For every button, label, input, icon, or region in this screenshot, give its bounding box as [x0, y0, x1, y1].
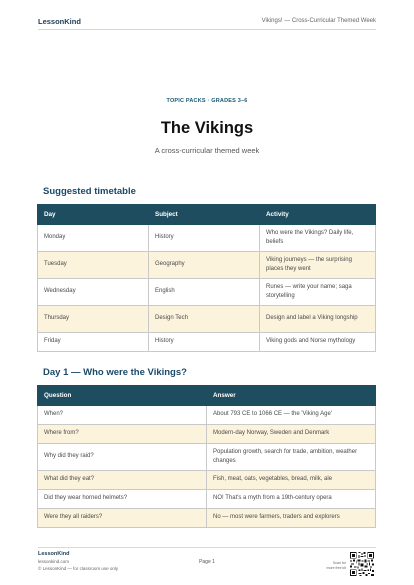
footer-copyright: © LessonKind — for classroom use only: [38, 566, 119, 571]
table-cell: Design and label a Viking longship: [260, 306, 376, 333]
table-cell: Tuesday: [38, 252, 149, 279]
column-header: Day: [38, 205, 149, 225]
table-row: [38, 333, 376, 352]
page-number: Page 1: [199, 559, 215, 565]
table-cell: Where from?: [38, 425, 207, 444]
table-row: [38, 279, 376, 306]
header-brand: LessonKind: [38, 16, 81, 26]
footer-brand: LessonKind: [38, 551, 70, 557]
table-cell: Viking journeys — the surprising places they went: [260, 252, 376, 279]
column-header: Activity: [260, 205, 376, 225]
page-header: [38, 14, 376, 28]
table-cell: Fish, meat, oats, vegetables, bread, milk, ale: [207, 471, 376, 490]
header-divider: [38, 29, 376, 30]
table-cell: Geography: [149, 252, 260, 279]
table-row: [38, 406, 376, 425]
table-cell: Were they all raiders?: [38, 509, 207, 528]
table-cell: Wednesday: [38, 279, 149, 306]
table-cell: History: [149, 333, 260, 352]
footer-site-link[interactable]: lessonkind.com: [38, 559, 70, 564]
table-cell: English: [149, 279, 260, 306]
table-header-row: [38, 386, 376, 406]
table-cell: When?: [38, 406, 207, 425]
header-doc-title: Vikings! — Cross-Curricular Themed Week: [261, 18, 376, 24]
qr-caption-line: Scan for: [332, 561, 346, 565]
table-cell: No — most were farmers, traders and explorers: [207, 509, 376, 528]
qr-code-icon[interactable]: [350, 552, 374, 576]
table-cell: Did they wear horned helmets?: [38, 490, 207, 509]
timetable-heading: Suggested timetable: [43, 186, 136, 197]
table-row: [38, 444, 376, 471]
footer-divider: [38, 547, 376, 548]
table-cell: History: [149, 225, 260, 252]
table-cell: What did they eat?: [38, 471, 207, 490]
table-row: [38, 471, 376, 490]
day1-table: [37, 385, 376, 528]
table-cell: Why did they raid?: [38, 444, 207, 471]
column-header: Subject: [149, 205, 260, 225]
hero-kicker: TOPIC PACKS · GRADES 3–6: [166, 98, 248, 104]
table-cell: Runes — write your name; saga storytelling: [260, 279, 376, 306]
table-cell: Friday: [38, 333, 149, 352]
page-subtitle: A cross-curricular themed week: [154, 146, 260, 155]
column-header: Question: [38, 386, 207, 406]
table-cell: Thursday: [38, 306, 149, 333]
table-row: [38, 425, 376, 444]
table-row: [38, 306, 376, 333]
qr-caption: [306, 561, 346, 570]
table-row: [38, 225, 376, 252]
qr-caption-line: more free kit: [326, 565, 346, 570]
table-header-row: [38, 205, 376, 225]
column-header: Answer: [207, 386, 376, 406]
table-cell: Modern-day Norway, Sweden and Denmark: [207, 425, 376, 444]
page-title: The Vikings: [160, 119, 254, 137]
table-cell: NO! That's a myth from a 19th-century opera: [207, 490, 376, 509]
table-cell: Design Tech: [149, 306, 260, 333]
table-row: [38, 252, 376, 279]
day1-heading: Day 1 — Who were the Vikings?: [43, 367, 187, 378]
table-cell: About 793 CE to 1066 CE — the 'Viking Age': [207, 406, 376, 425]
table-row: [38, 509, 376, 528]
table-row: [38, 490, 376, 509]
table-cell: Population growth, search for trade, ambition, weather changes: [207, 444, 376, 471]
table-cell: Who were the Vikings? Daily life, beliefs: [260, 225, 376, 252]
table-cell: Viking gods and Norse mythology: [260, 333, 376, 352]
timetable-table: [37, 204, 376, 352]
table-cell: Monday: [38, 225, 149, 252]
